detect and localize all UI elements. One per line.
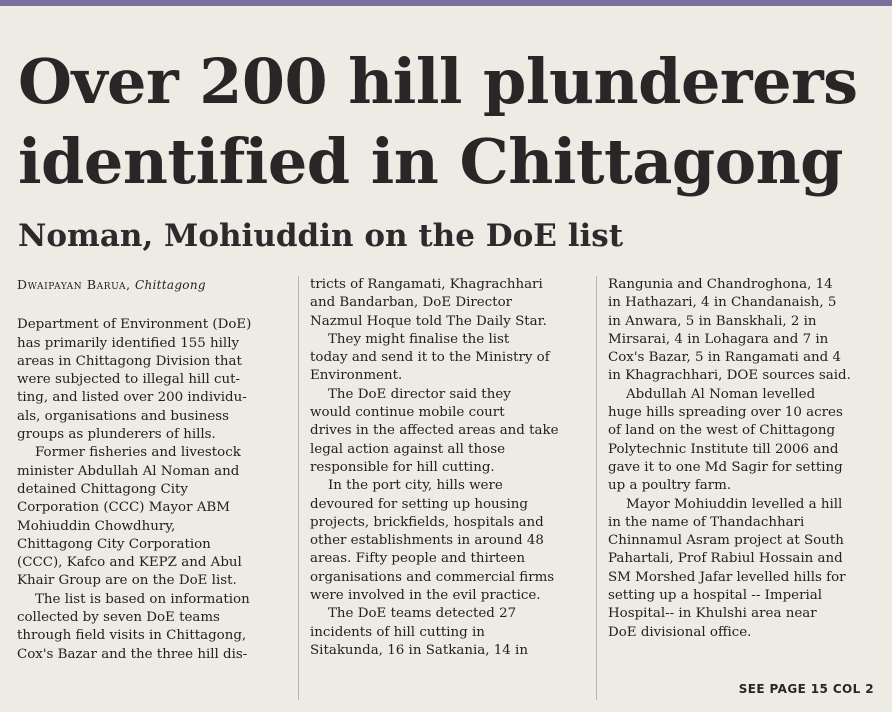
column-divider [596,276,597,700]
paragraph: They might finalise the list today and send it to the Ministry of Environment. [310,331,550,384]
newspaper-clipping [0,6,892,712]
article-column-3 [608,276,880,642]
paragraph: The DoE director said they would continue mobile court drives in the affected areas and take legal action against all those responsible for hill cutting. [310,386,559,475]
subheadline: Noman, Mohiuddin on the DoE list [18,218,624,254]
headline [18,42,884,202]
byline [17,276,289,294]
article-column-1 [17,276,289,664]
paragraph: The DoE teams detected 27 incidents of hill cutting in Sitakunda, 16 in Satkania, 14 in [310,606,528,658]
paragraph: Mayor Mohiuddin levelled a hill in the name of Thandachhari Chinnamul Asram project at South Pahartali, Prof Rabiul Hossain and SM Morshed Jafar levelled hills for setting up a hospital -- Imperial Hospital-- in Khulshi area near DoE divisional office. [608,496,846,640]
article-column-2 [310,276,582,660]
headline-line-2: identified in Chittagong [18,125,843,198]
column-divider [298,276,299,700]
paragraph: The list is based on information collected by seven DoE teams through field visits in Chittagong, Cox's Bazar and the three hill dis- [17,591,250,662]
paragraph: Rangunia and Chandroghona, 14 in Hathazari, 4 in Chandanaish, 5 in Anwara, 5 in Banskhali, 2 in Mirsarai, 4 in Lohagara and 7 in Cox's Bazar, 5 in Rangamati and 4 in Khagrachhari, DOE sources said. [608,277,851,384]
headline-line-1: Over 200 hill plunderers [18,45,858,118]
paragraph: In the port city, hills were devoured for setting up housing projects, brickfields, hospitals and other establishments in around 48 areas. Fifty people and thirteen organisations and commercial firms were involved in the evil practice. [310,478,555,604]
paragraph: Abdullah Al Noman levelled huge hills spreading over 10 acres of land on the west of Chittagong Polytechnic Institute till 2006 and gave it to one Md Sagir for setting up a poultry farm. [608,386,843,494]
paragraph: Department of Environment (DoE) has primarily identified 155 hilly areas in Chittagong Division that were subjected to illegal hill cut- ting, and listed over 200 individu- als, organisations and business groups as plunderers of hills. [17,317,252,443]
byline-author: Dwaipayan Barua, [17,277,131,292]
continuation-jump-line: SEE PAGE 15 COL 2 [738,682,874,696]
byline-place: Chittagong [134,278,206,292]
paragraph: Former fisheries and livestock minister Abdullah Al Noman and detained Chittagong City Corporation (CCC) Mayor ABM Mohiuddin Chowdhury, Chittagong City Corporation (CCC), Kafco and KEPZ and Abul Khair Group are on the DoE list. [17,445,242,589]
paragraph: tricts of Rangamati, Khagrachhari and Bandarban, DoE Director Nazmul Hoque told The Daily Star. [310,277,547,329]
